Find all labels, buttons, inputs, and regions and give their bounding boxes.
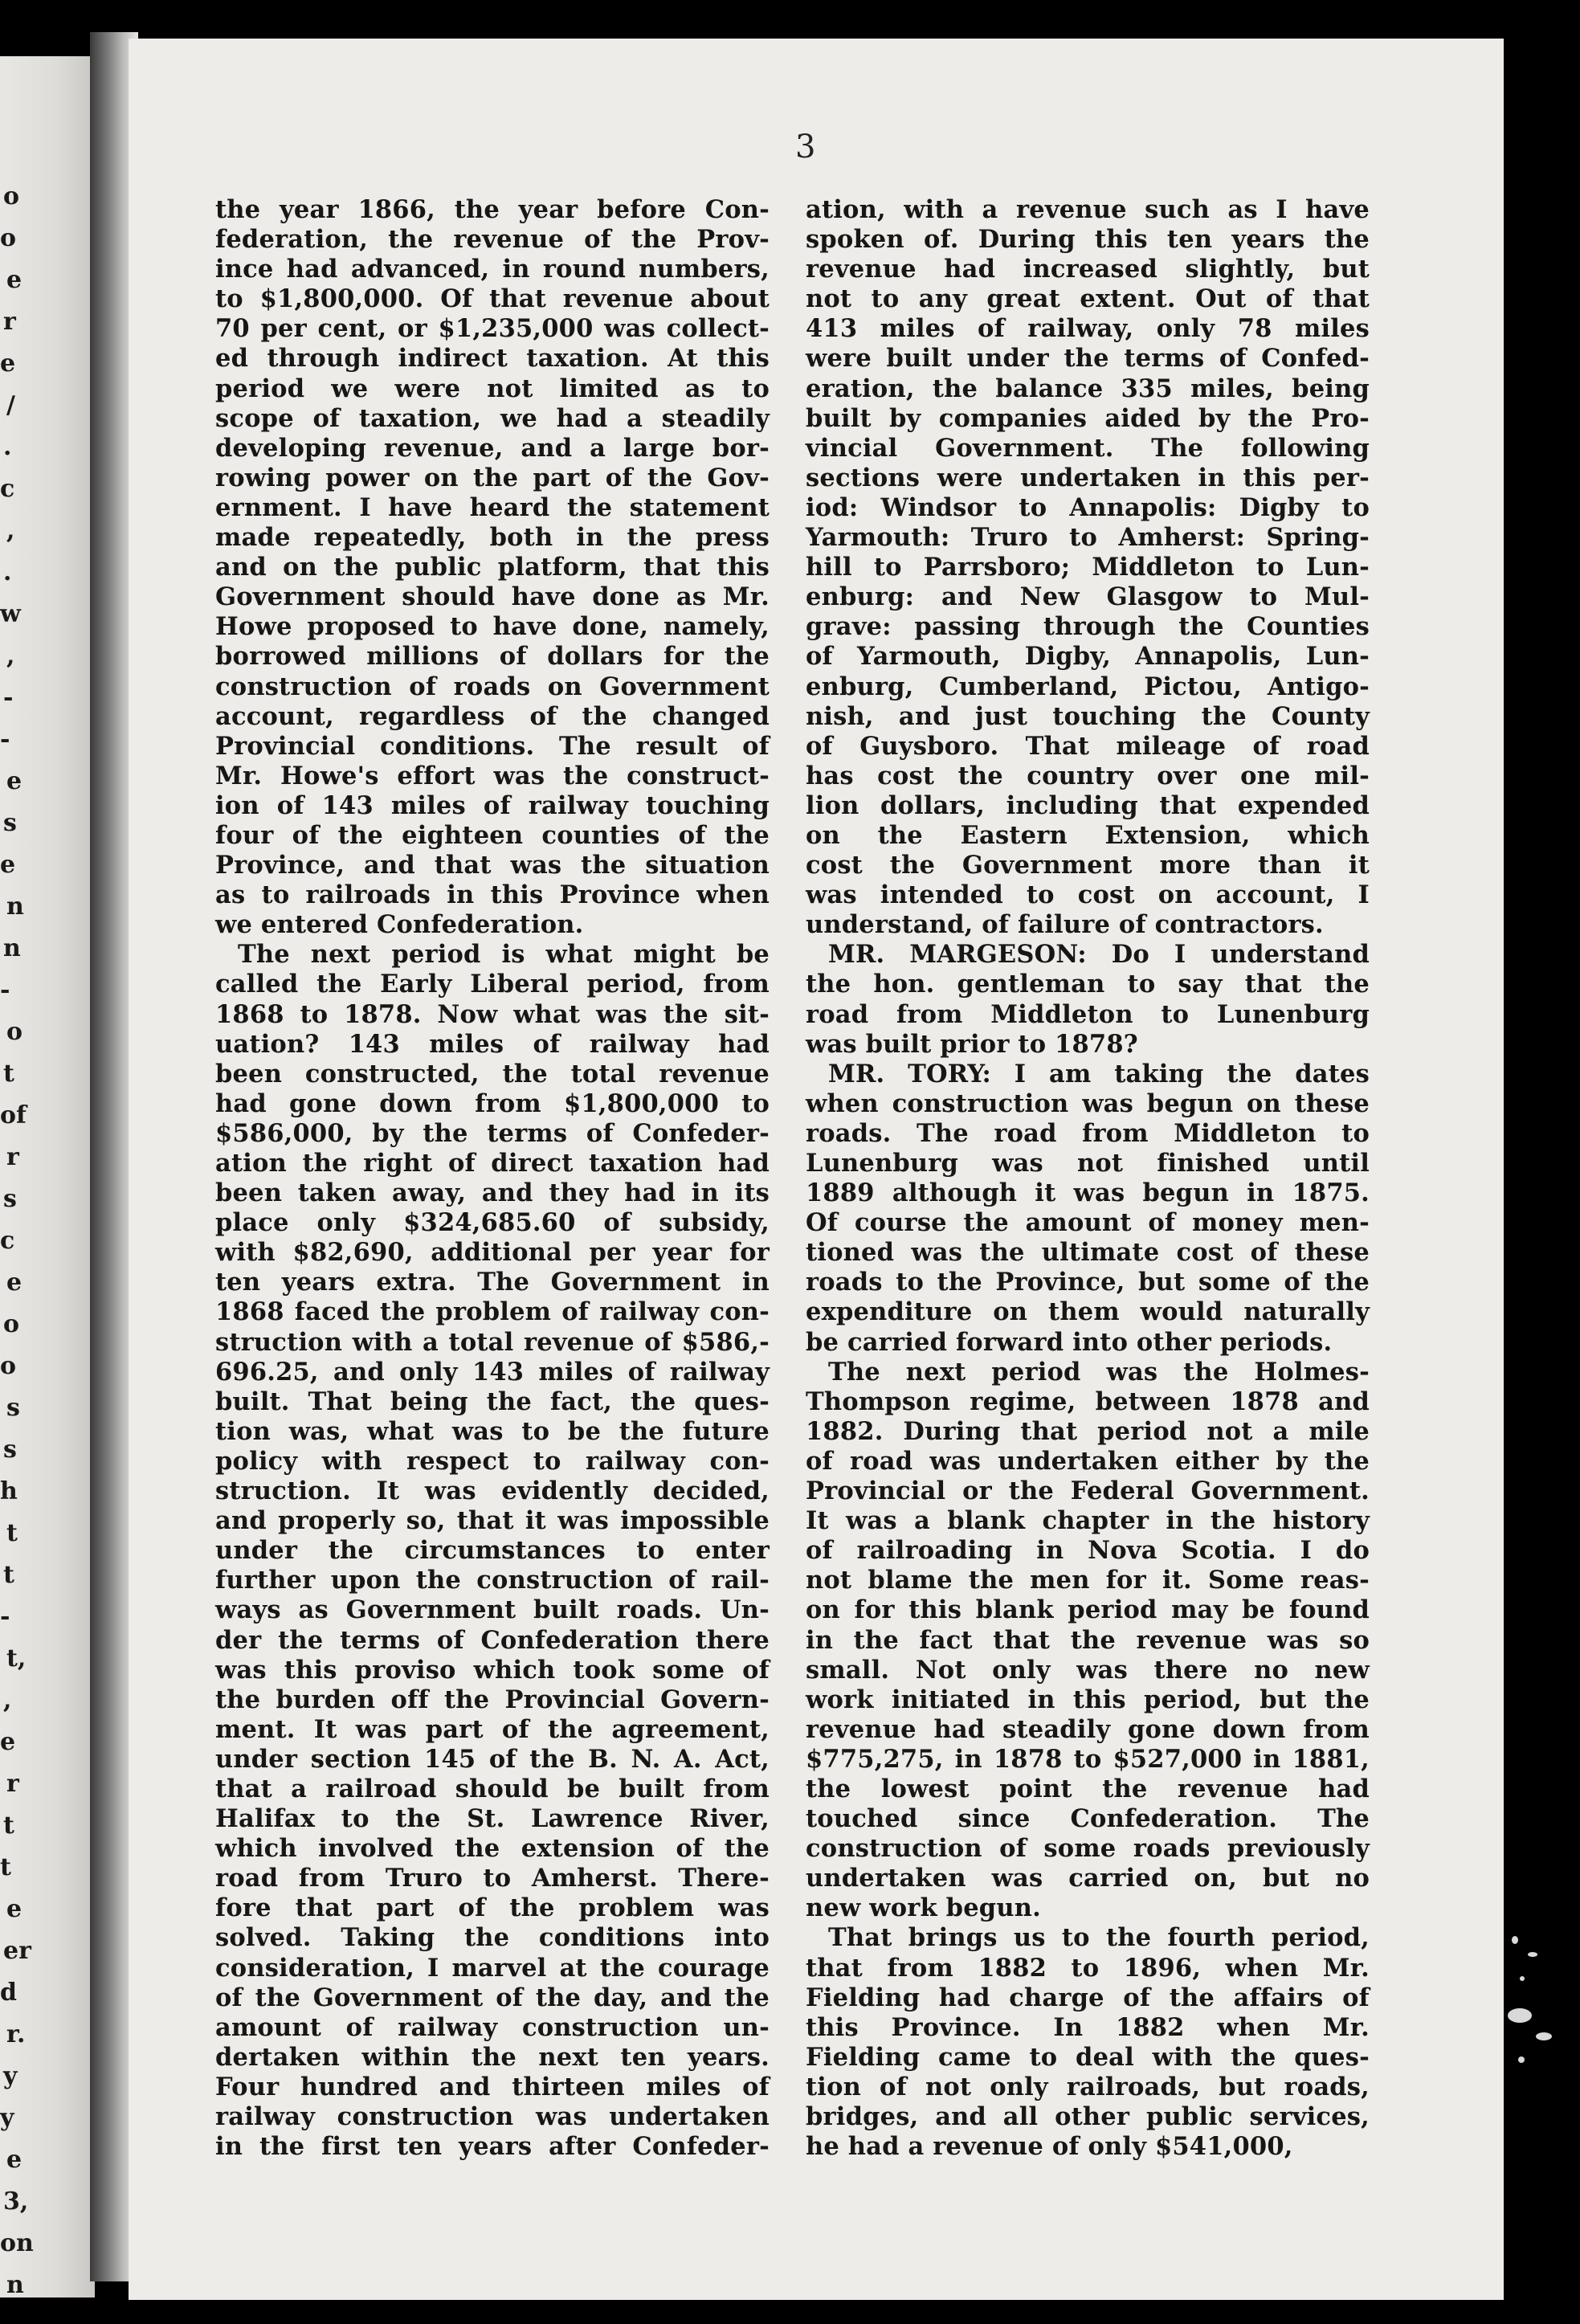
text-line: 1868 to 1878. Now what was the sit- — [215, 999, 770, 1029]
text-line: and properly so, that it was impossible — [215, 1506, 770, 1536]
fragment-char: t — [3, 1060, 14, 1088]
text-line: ince had advanced, in round numbers, — [215, 255, 770, 284]
fragment-char: - — [0, 1603, 10, 1631]
fragment-char: e — [6, 1895, 22, 1923]
text-line: Yarmouth: Truro to Amherst: Spring- — [806, 523, 1370, 553]
text-line: under the circumstances to enter — [215, 1536, 770, 1566]
text-line: which involved the extension of the — [215, 1834, 770, 1864]
text-line: iod: Windsor to Annapolis: Digby to — [806, 492, 1370, 522]
scan-speck — [1536, 2032, 1552, 2040]
text-line: the burden off the Provincial Govern- — [215, 1685, 770, 1714]
text-line: touched since Confederation. The — [806, 1804, 1370, 1834]
fragment-char: - — [3, 684, 14, 712]
fragment-char: r. — [6, 2020, 26, 2048]
text-line: were built under the terms of Confed- — [806, 344, 1370, 374]
text-line: lion dollars, including that expended — [806, 790, 1370, 820]
text-line: of railroading in Nova Scotia. I do — [806, 1536, 1370, 1566]
text-line: ed through indirect taxation. At this — [215, 344, 770, 374]
text-line: Thompson regime, between 1878 and — [806, 1387, 1370, 1416]
fragment-char: r — [3, 308, 16, 336]
text-line: ment. It was part of the agreement, — [215, 1714, 770, 1744]
text-line: small. Not only was there no new — [806, 1655, 1370, 1685]
fragment-char: , — [6, 517, 15, 545]
text-line: been taken away, and they had in its — [215, 1178, 770, 1208]
fragment-char: e — [6, 2146, 22, 2174]
fragment-char: e — [0, 1728, 16, 1756]
fragment-char: t — [3, 1561, 14, 1589]
text-line: of road was undertaken either by the — [806, 1446, 1370, 1476]
text-line: we entered Confederation. — [215, 910, 584, 940]
previous-page-fragment — [0, 56, 95, 2297]
fragment-char: , — [3, 1686, 12, 1714]
text-line: undertaken was carried on, but no — [806, 1864, 1370, 1893]
text-line: in the first ten years after Confeder- — [215, 2132, 770, 2162]
fragment-char: , — [6, 642, 15, 670]
text-line: Provincial or the Federal Government. — [806, 1476, 1370, 1506]
fragment-char: t — [0, 1853, 11, 1881]
text-line: amount of railway construction un- — [215, 2012, 770, 2042]
text-line: on the Eastern Extension, which — [806, 820, 1370, 850]
fragment-char: t — [6, 1519, 18, 1547]
text-line: bridges, and all other public services, — [806, 2102, 1370, 2131]
text-line: That brings us to the fourth period, — [828, 1923, 1370, 1953]
text-line: Halifax to the St. Lawrence River, — [215, 1804, 770, 1834]
text-line: new work begun. — [806, 1893, 1041, 1923]
text-line: ten years extra. The Government in — [215, 1268, 770, 1297]
text-line: borrowed millions of dollars for the — [215, 642, 770, 672]
fragment-char: - — [0, 725, 10, 754]
fragment-char: t — [3, 1811, 14, 1840]
fragment-char: w — [0, 600, 21, 628]
text-line: rowing power on the part of the Gov- — [215, 463, 770, 492]
text-line: policy with respect to railway con- — [215, 1446, 770, 1476]
text-line: ation the right of direct taxation had — [215, 1149, 770, 1178]
text-line: work initiated in this period, but the — [806, 1685, 1370, 1714]
text-line: 696.25, and only 143 miles of railway — [215, 1357, 770, 1387]
fragment-char: o — [3, 1310, 20, 1338]
fragment-char: e — [6, 266, 22, 294]
text-line: der the terms of Confederation there — [215, 1625, 770, 1655]
text-line: roads to the Province, but some of the — [806, 1268, 1370, 1297]
text-line: been constructed, the total revenue — [215, 1059, 770, 1088]
fragment-char: c — [0, 1227, 15, 1255]
text-line: It was a blank chapter in the history — [806, 1506, 1370, 1536]
text-line: developing revenue, and a large bor- — [215, 433, 770, 463]
text-line: Of course the amount of money men- — [806, 1208, 1370, 1238]
text-line: dertaken within the next ten years. — [215, 2042, 770, 2072]
text-line: that a railroad should be built from — [215, 1774, 770, 1803]
text-line: Four hundred and thirteen miles of — [215, 2072, 770, 2101]
text-line: the lowest point the revenue had — [806, 1774, 1370, 1803]
scan-speck — [1518, 2056, 1525, 2063]
text-line: tion of not only railroads, but roads, — [806, 2072, 1370, 2101]
fragment-char: t, — [6, 1644, 27, 1673]
text-line: revenue had increased slightly, but — [806, 255, 1370, 284]
fragment-char: y — [3, 2062, 18, 2090]
text-line: ernment. I have heard the statement — [215, 492, 770, 522]
fragment-char: o — [6, 1018, 23, 1046]
fragment-char: e — [6, 767, 22, 795]
text-line: construction of some roads previously — [806, 1834, 1370, 1864]
text-line: MR. MARGESON: Do I understand — [828, 940, 1370, 970]
fragment-char: . — [3, 558, 12, 586]
text-line: not to any great extent. Out of that — [806, 284, 1370, 314]
text-line: road from Middleton to Lunenburg — [806, 999, 1370, 1029]
text-line: tioned was the ultimate cost of these — [806, 1238, 1370, 1268]
text-line: Fielding had charge of the affairs of — [806, 1983, 1370, 2012]
text-line: was built prior to 1878? — [806, 1029, 1138, 1059]
text-line: 70 per cent, or $1,235,000 was collect- — [215, 314, 770, 344]
text-line: $586,000, by the terms of Confeder- — [215, 1118, 770, 1148]
text-line: roads. The road from Middleton to — [806, 1118, 1370, 1148]
text-line: that from 1882 to 1896, when Mr. — [806, 1953, 1370, 1983]
text-line: Fielding came to deal with the ques- — [806, 2042, 1370, 2072]
text-line: further upon the construction of rail- — [215, 1566, 770, 1595]
text-line: Lunenburg was not finished until — [806, 1149, 1370, 1178]
text-line: and on the public platform, that this — [215, 553, 770, 582]
left-text-column — [215, 195, 770, 2162]
text-line: account, regardless of the changed — [215, 701, 770, 731]
fragment-char: e — [0, 851, 16, 879]
fragment-char: o — [0, 224, 17, 252]
text-line: place only $324,685.60 of subsidy, — [215, 1208, 770, 1238]
text-line: tion was, what was to be the future — [215, 1416, 770, 1446]
fragment-char: d — [0, 1979, 17, 2007]
fragment-char: n — [3, 934, 21, 962]
text-line: has cost the country over one mil- — [806, 761, 1370, 790]
text-line: Howe proposed to have done, namely, — [215, 612, 770, 642]
text-line: vincial Government. The following — [806, 433, 1370, 463]
text-line: 1882. During that period not a mile — [806, 1416, 1370, 1446]
text-line: 1868 faced the problem of railway con- — [215, 1297, 770, 1327]
text-line: of Guysboro. That mileage of road — [806, 731, 1370, 761]
text-line: grave: passing through the Counties — [806, 612, 1370, 642]
text-line: under section 145 of the B. N. A. Act, — [215, 1744, 770, 1774]
text-line: enburg: and New Glasgow to Mul- — [806, 582, 1370, 612]
text-line: when construction was begun on these — [806, 1088, 1370, 1118]
text-line: made repeatedly, both in the press — [215, 523, 770, 553]
text-line: ion of 143 miles of railway touching — [215, 790, 770, 820]
text-line: on for this blank period may be found — [806, 1595, 1370, 1625]
fragment-char: o — [3, 182, 20, 210]
text-line: eration, the balance 335 miles, being — [806, 374, 1370, 403]
fragment-char: er — [3, 1937, 31, 1965]
text-line: the year 1866, the year before Con- — [215, 195, 770, 224]
page-number: 3 — [795, 129, 816, 165]
text-line: four of the eighteen counties of the — [215, 820, 770, 850]
fragment-char: o — [0, 1352, 17, 1380]
fragment-char: 3, — [3, 2187, 29, 2216]
text-line: 1889 although it was begun in 1875. — [806, 1178, 1370, 1208]
text-line: hill to Parrsboro; Middleton to Lun- — [806, 553, 1370, 582]
text-line: road from Truro to Amherst. There- — [215, 1864, 770, 1893]
text-line: spoken of. During this ten years the — [806, 225, 1370, 255]
text-line: expenditure on them would naturally — [806, 1297, 1370, 1327]
text-line: uation? 143 miles of railway had — [215, 1029, 770, 1059]
text-line: struction. It was evidently decided, — [215, 1476, 770, 1506]
text-line: enburg, Cumberland, Pictou, Antigo- — [806, 672, 1370, 701]
text-line: railway construction was undertaken — [215, 2102, 770, 2131]
fragment-char: - — [0, 976, 10, 1004]
text-line: period we were not limited as to — [215, 374, 770, 403]
text-line: of the Government of the day, and the — [215, 1983, 770, 2012]
text-line: called the Early Liberal period, from — [215, 970, 770, 999]
text-line: nish, and just touching the County — [806, 701, 1370, 731]
text-line: he had a revenue of only $541,000, — [806, 2132, 1293, 2162]
text-line: $775,275, in 1878 to $527,000 in 1881, — [806, 1744, 1370, 1774]
text-line: this Province. In 1882 when Mr. — [806, 2012, 1370, 2042]
fragment-char: s — [3, 1185, 17, 1213]
text-line: Provincial conditions. The result of — [215, 731, 770, 761]
right-text-column — [806, 195, 1370, 2162]
fragment-char: h — [0, 1477, 18, 1505]
text-line: struction with a total revenue of $586,- — [215, 1327, 770, 1357]
text-line: construction of roads on Government — [215, 672, 770, 701]
text-line: Government should have done as Mr. — [215, 582, 770, 612]
scan-speck — [1528, 1952, 1537, 1957]
fragment-char: of — [0, 1101, 27, 1129]
text-line: be carried forward into other periods. — [806, 1327, 1333, 1357]
text-line: not blame the men for it. Some reas- — [806, 1566, 1370, 1595]
text-line: Mr. Howe's effort was the construct- — [215, 761, 770, 790]
fragment-char: . — [3, 433, 12, 461]
text-line: MR. TORY: I am taking the dates — [828, 1059, 1370, 1088]
text-line: Province, and that was the situation — [215, 851, 770, 880]
fragment-char: e — [0, 349, 16, 378]
fragment-char: s — [6, 1394, 20, 1422]
text-line: ation, with a revenue such as I have — [806, 195, 1370, 224]
scan-border-right — [1504, 0, 1580, 2324]
text-line: federation, the revenue of the Prov- — [215, 225, 770, 255]
fragment-char: r — [6, 1143, 19, 1171]
fragment-char: on — [0, 2229, 34, 2257]
text-line: was intended to cost on account, I — [806, 880, 1370, 910]
fragment-char: c — [0, 475, 15, 503]
text-line: the hon. gentleman to say that the — [806, 970, 1370, 999]
text-line: in the fact that the revenue was so — [806, 1625, 1370, 1655]
text-line: as to railroads in this Province when — [215, 880, 770, 910]
fragment-char: e — [6, 1268, 22, 1297]
scan-speck — [1508, 2008, 1532, 2023]
text-line: ways as Government built roads. Un- — [215, 1595, 770, 1625]
text-line: built by companies aided by the Pro- — [806, 403, 1370, 433]
fragment-char: n — [6, 892, 24, 921]
text-line: sections were undertaken in this per- — [806, 463, 1370, 492]
text-line: scope of taxation, we had a steadily — [215, 403, 770, 433]
text-line: 413 miles of railway, only 78 miles — [806, 314, 1370, 344]
text-line: cost the Government more than it — [806, 851, 1370, 880]
text-line: understand, of failure of contractors. — [806, 910, 1324, 940]
text-line: with $82,690, additional per year for — [215, 1238, 770, 1268]
text-line: of Yarmouth, Digby, Annapolis, Lun- — [806, 642, 1370, 672]
fragment-char: y — [0, 2104, 14, 2132]
fragment-char: n — [6, 2271, 24, 2299]
fragment-char: s — [3, 1436, 17, 1464]
text-line: The next period is what might be — [238, 940, 770, 970]
text-line: fore that part of the problem was — [215, 1893, 770, 1923]
text-line: consideration, I marvel at the courage — [215, 1953, 770, 1983]
fragment-char: / — [6, 391, 15, 419]
text-line: The next period was the Holmes- — [828, 1357, 1370, 1387]
scan-speck — [1520, 1976, 1525, 1981]
text-line: to $1,800,000. Of that revenue about — [215, 284, 770, 314]
text-line: revenue had steadily gone down from — [806, 1714, 1370, 1744]
fragment-char: s — [3, 809, 17, 837]
text-line: solved. Taking the conditions into — [215, 1923, 770, 1953]
scan-speck — [1512, 1936, 1518, 1944]
text-line: built. That being the fact, the ques- — [215, 1387, 770, 1416]
text-line: had gone down from $1,800,000 to — [215, 1088, 770, 1118]
text-line: was this proviso which took some of — [215, 1655, 770, 1685]
fragment-char: r — [6, 1770, 19, 1798]
